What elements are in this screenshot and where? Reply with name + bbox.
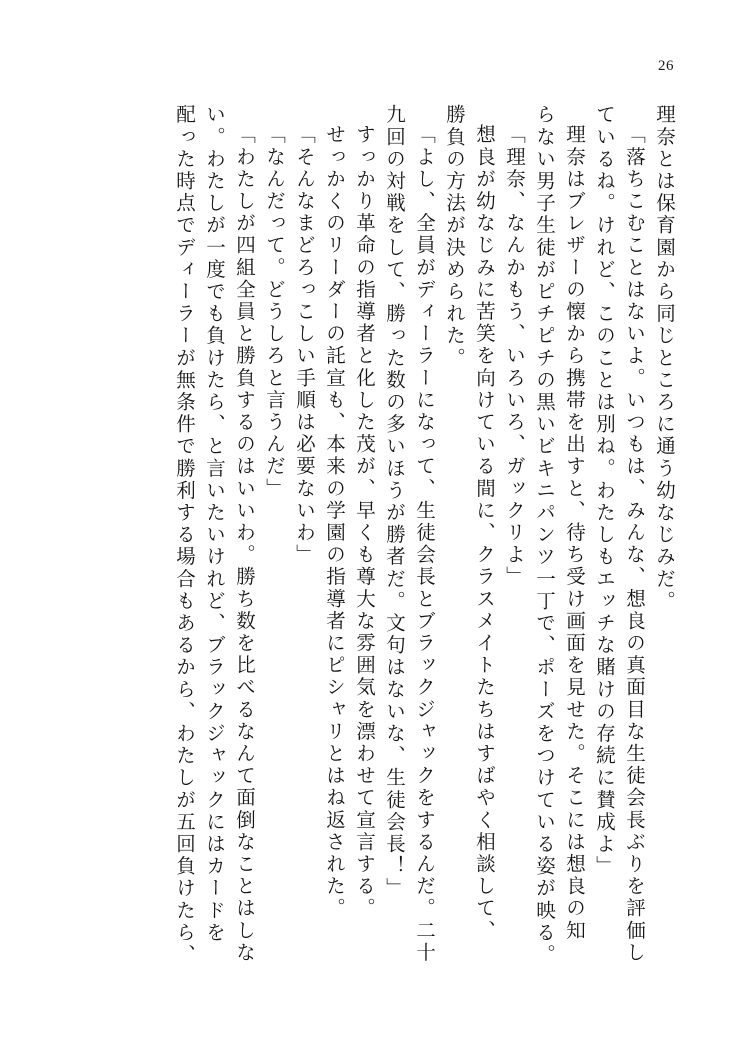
text-line: 九回の対戦をして、勝った数の多いほうが勝者だ。文句はないな、生徒会長！」 [383,104,406,900]
page-number: 26 [658,58,674,74]
text-line: ているね。けれど、このことは別ね。わたしもエッチな賭けの存続に賛成よ」 [593,104,616,878]
text-line: 「そんなまどろっこしい手順は必要ないわ」 [293,124,316,566]
text-line: い。わたしが一度でも負けたら、と言いたいけれど、ブラックジャックにはカードを [203,104,226,944]
text-line: 配った時点でディーラーが無条件で勝利する場合もあるから、わたしが五回負けたら、 [173,104,196,966]
vertical-text-body [62,104,674,984]
text-line: らない男子生徒がピチピチの黒いビキニパンツ一丁で、ポーズをつけている姿が映る。 [533,104,556,966]
text-line: 「よし、全員がディーラーになって、生徒会長とブラックジャックをするんだ。二十 [413,124,436,964]
text-line: せっかくのリーダーの託宣も、本来の学園の指導者にピシャリとはね返された。 [323,124,346,920]
text-line: 理奈とは保育園から同じところに通う幼なじみだ。 [653,104,676,613]
text-line: 想良が幼なじみに苦笑を向けている間に、クラスメイトたちはすばやく相談して、 [473,124,496,942]
text-line: 理奈はブレザーの懐から携帯を出すと、待ち受け画面を見せた。そこには想良の知 [563,124,586,942]
text-line: 「なんだって。どうしろと言うんだ」 [263,124,286,500]
text-line: 「わたしが四組全員と勝負するのはいいわ。勝ち数を比べるなんて面倒なことはしな [233,124,256,964]
text-line: 「理奈、なんかもう、いろいろ、ガックリよ」 [503,124,526,589]
text-line: すっかり革命の指導者と化した茂が、早くも尊大な雰囲気を漂わせて宣言する。 [353,124,376,920]
text-line: 勝負の方法が決められた。 [443,104,466,370]
text-line: 「落ちこむことはないよ。いつもは、みんな、想良の真面目な生徒会長ぶりを評価し [623,124,646,964]
